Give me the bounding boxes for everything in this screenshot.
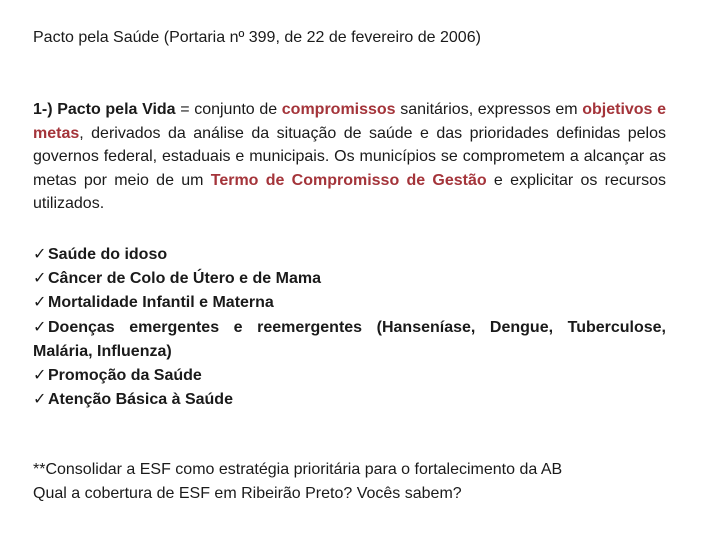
priority-label: Atenção Básica à Saúde [48,391,233,409]
list-item [33,291,666,315]
check-mark-icon: ✓ [33,318,47,336]
paragraph-text-1: = conjunto de [175,101,282,118]
list-item [33,388,666,412]
priority-label: Saúde do idoso [48,246,168,263]
priority-label: Promoção da Saúde [48,367,202,385]
check-mark-icon: ✓ [33,294,47,312]
priority-label: Mortalidade Infantil e Materna [48,294,274,312]
footer-question: Qual a cobertura de ESF em Ribeirão Preto? Vocês sabem? [33,485,462,502]
priorities-list [33,243,666,412]
paragraph-text-3: , derivados da análise da situação de saúde e das prioridades definidas pelos governos federal, estaduais e municipais. Os municípios se comprometem a alcançar as metas por meio de um [33,124,666,189]
check-mark-icon: ✓ [33,270,47,288]
footer-line-esf: **Consolidar a ESF como estratégia prioritária para o fortalecimento da AB [33,461,563,478]
check-mark-icon: ✓ [33,391,47,409]
check-mark-icon: ✓ [33,367,47,385]
slide-title: Pacto pela Saúde (Portaria nº 399, de 22 de fevereiro de 2006) [33,29,481,46]
priority-label: Câncer de Colo de Útero e de Mama [48,270,321,288]
footer-notes [33,458,673,506]
list-item [33,316,666,364]
highlight-termo-compromisso: Termo de Compromisso de Gestão [210,171,487,189]
paragraph-lead: 1-) Pacto pela Vida [33,101,176,118]
highlight-objetivos-metas: objetivos e metas [33,101,666,142]
priority-label: Doenças emergentes e reemergentes (Hanseníase, Dengue, Tuberculose, Malária, Influenza) [33,318,666,360]
check-mark-icon: ✓ [33,246,47,263]
paragraph-text-2: sanitários, expressos em [395,101,583,118]
list-item [33,364,666,388]
list-item [33,267,666,291]
list-item [33,243,666,267]
paragraph-text-4: e explicitar os recursos utilizados. [33,171,667,212]
pacto-pela-vida-paragraph [33,98,666,216]
highlight-compromissos: compromissos [281,101,396,118]
